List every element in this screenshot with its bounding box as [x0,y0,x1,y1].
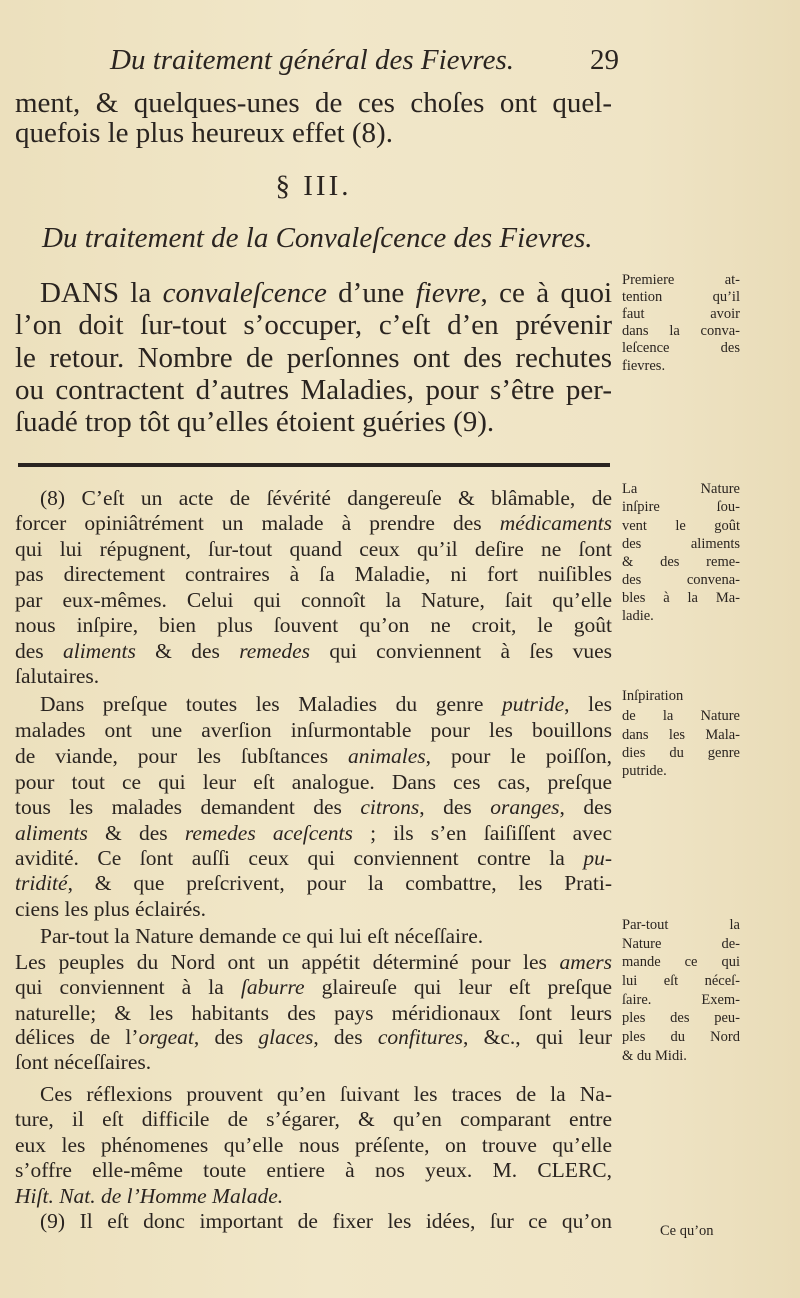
margin-note-line: leſcence des [622,340,740,356]
italic-text-run: médicaments [499,511,612,535]
text-run: quefois le plus heureux effet (8). [15,117,393,149]
text-run: , &c., qui leur [463,1025,612,1049]
text-run: & des [87,821,185,845]
text-run: Les peuples du Nord ont un appétit déterminé pour les [15,950,560,974]
footnote-line [15,511,612,536]
text-run: , des [313,1025,378,1049]
margin-note-line: vent le goût [622,518,740,534]
text-run: qui lui répugnent, ſur-tout quand ceux qu’il deſire ne ſont [15,537,612,561]
text-run: glaireuſe qui leur eſt preſque [304,975,612,999]
body-line [15,309,612,341]
italic-text-run: pu- [583,846,612,870]
text-run: ſont néceſſaires. [15,1050,152,1074]
text-run: nous inſpire, bien plus ſouvent qu’on ne croit, le goût [15,613,612,637]
text-run: , des [419,795,491,819]
margin-note-line: & des reme- [622,554,740,570]
section-title: Du traitement de la Convaleſcence des Fievres. [42,222,593,254]
margin-note-line: ladie. [622,608,654,624]
italic-text-run: convaleſcence [162,277,327,309]
text-run: pas directement contraires à ſa Maladie, ni fort nuiſibles [15,562,612,586]
margin-note-line: de la Nature [622,708,740,724]
body-line [15,406,612,438]
margin-note-line: Ce qu’on [660,1223,714,1239]
text-run: Dans preſque toutes les Maladies du genre [40,692,503,716]
text-run: malades ont une averſion inſurmontable pour les bouillons [15,718,612,742]
footnote-line [15,821,612,846]
footnote-line [15,770,612,795]
text-run: avidité. Ce ſont auſſi ceux qui conviennent contre la [15,846,584,870]
footnote-line [15,744,612,769]
footnote-line [15,795,612,820]
body-line [15,117,612,149]
margin-note-line: faut avoir [622,306,740,322]
footnote-line [15,718,612,743]
italic-text-run: putride [502,692,565,716]
footnote-line [15,871,612,896]
italic-text-run: Hiſt. Nat. de l’Homme Malade. [15,1184,284,1208]
italic-text-run: remedes aceſcents [184,821,353,845]
footnote-line [15,1158,612,1183]
margin-note-line: La Nature [622,481,740,497]
footnote-line [15,613,612,638]
page-number: 29 [590,44,619,76]
text-run: le retour. Nombre de perſonnes ont des rechutes [15,342,612,374]
body-line [15,87,612,119]
margin-note-line: ſaire. Exem- [622,992,740,1008]
text-run: par eux-mêmes. Celui qui connoît la Nature, ſait qu’elle [15,588,612,612]
margin-note-line: Nature de- [622,936,740,952]
italic-text-run: animales [348,744,426,768]
text-run: , & que preſcrivent, pour la combattre, les Prati- [67,871,612,895]
italic-text-run: ſaburre [240,975,305,999]
italic-text-run: confitures [377,1025,464,1049]
footnote-line [15,1133,612,1158]
text-run: ſuadé trop tôt qu’elles étoient guéries (9). [15,406,495,438]
text-run: s’offre elle-même toute entiere à nos yeux. M. CLERC, [15,1158,612,1182]
margin-note-line: Par-tout la [622,917,740,933]
footnote-line [15,639,612,664]
text-run: Par-tout la Nature demande ce qui lui eſt néceſſaire. [40,924,484,948]
text-run: & des [135,639,240,663]
footnote-line [15,562,612,587]
footnote-line [15,897,612,922]
text-run: qui conviennent à la [15,975,241,999]
margin-note-line: dans la conva- [622,323,740,339]
margin-note-line: Premiere at- [622,272,740,288]
margin-note-line: Inſpiration [622,688,684,704]
text-run: délices de l’ [15,1025,139,1049]
footnote-line [15,1107,612,1132]
footnote-line [15,537,612,562]
margin-note-line: ples du Nord [622,1029,740,1045]
footnote-line [15,588,612,613]
text-run: (9) Il eſt donc important de fixer les idées, ſur ce qu’on [40,1209,612,1233]
footnote-line [15,950,612,975]
footnote-line [15,664,612,689]
section-number: § III. [275,170,352,202]
footnote-line [40,924,612,949]
italic-text-run: orgeat [138,1025,194,1049]
text-run: d’une [326,277,416,309]
footnote-line [15,975,612,1000]
text-run: qui conviennent à ſes vues [310,639,612,663]
text-run: tous les malades demandent des [15,795,361,819]
italic-text-run: aliments [62,639,136,663]
text-run: l’on doit ſur-tout s’occuper, c’eſt d’en prévenir [15,309,612,341]
italic-text-run: glaces [258,1025,314,1049]
text-run: Ces réflexions prouvent qu’en ſuivant les traces de la Na- [40,1082,612,1106]
text-run: , les [564,692,612,716]
body-line [15,374,612,406]
text-run: ciens les plus éclairés. [15,897,207,921]
text-run: , pour le poiſſon, [425,744,612,768]
text-run: , des [193,1025,259,1049]
text-run: DANS la [40,277,163,309]
footnote-line [40,486,612,511]
margin-note-line: ples des peu- [622,1010,740,1026]
footnote-line [40,1209,612,1234]
italic-text-run: citrons [360,795,420,819]
body-line [40,277,612,309]
text-run: eux les phénomenes qu’elle nous préſente, on trouve qu’elle [15,1133,612,1157]
italic-text-run: tridité [15,871,68,895]
margin-note-line: & du Midi. [622,1048,687,1064]
running-title: Du traitement général des Fievres. [110,44,515,76]
margin-note-line: des aliments [622,536,740,552]
text-run: ; ils s’en ſaiſiſſent avec [352,821,612,845]
footnote-line [15,1050,612,1075]
text-run: , des [559,795,612,819]
italic-text-run: amers [559,950,612,974]
margin-note-line: inſpire ſou- [622,499,740,515]
italic-text-run: remedes [239,639,311,663]
text-run: pour tout ce qui leur eſt analogue. Dans ces cas, preſque [15,770,612,794]
margin-note-line: mande ce qui [622,954,740,970]
margin-note-line: dans les Mala- [622,727,740,743]
text-run: forcer opiniâtrément un malade à prendre des [15,511,500,535]
italic-text-run: aliments [15,821,88,845]
text-run: ture, il eſt difficile de s’égarer, & qu’en comparant entre [15,1107,612,1131]
footnote-line [15,1184,612,1209]
italic-text-run: oranges [490,795,560,819]
margin-note-line: tention qu’il [622,289,740,305]
footnote-line [40,1082,612,1107]
text-run: , ce à quoi [480,277,613,309]
margin-note-line: bles à la Ma- [622,590,740,606]
footnote-line [40,692,612,717]
text-run: ment, & quelques-unes de ces choſes ont quel- [15,87,612,119]
margin-note-line: putride. [622,763,667,779]
body-line [15,342,612,374]
text-run: (8) C’eſt un acte de ſévérité dangereuſe & blâmable, de [40,486,612,510]
footnote-line [15,1001,612,1026]
footnote-divider [18,463,610,467]
margin-note-line: fievres. [622,358,666,374]
italic-text-run: fievre [415,277,481,309]
text-run: de viande, pour les ſubſtances [15,744,349,768]
text-run: ſalutaires. [15,664,100,688]
footnote-line [15,846,612,871]
margin-note-line: dies du genre [622,745,740,761]
text-run: ou contractent d’autres Maladies, pour s’être per- [15,374,612,406]
text-run: des [15,639,63,663]
margin-note-line: des convena- [622,572,740,588]
text-run: naturelle; & les habitants des pays méridionaux ſont leurs [15,1001,612,1025]
margin-note-line: lui eſt néceſ- [622,973,740,989]
footnote-line [15,1025,612,1050]
